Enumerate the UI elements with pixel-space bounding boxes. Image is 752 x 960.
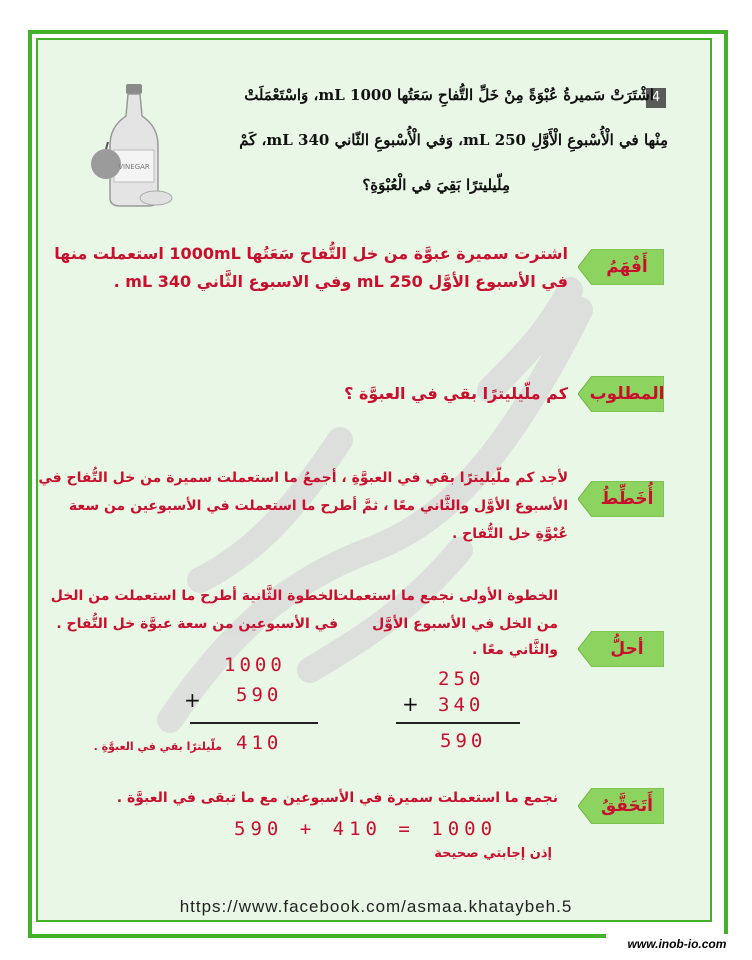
bottle-label: VINEGAR <box>118 163 150 171</box>
add-bottom-number: 340 <box>438 694 485 716</box>
plan-line-3: عُبْوَّةِ خل التُّفاح . <box>451 526 568 542</box>
sub-sign: + <box>184 688 201 712</box>
solve-step1-line-3: والثَّاني معًا . <box>471 642 558 658</box>
question-line-2: مِنْها في الْأُسْبوعِ الْأَوَّلِ 250 mL، وَفي الْأُسْبوعِ الثّاني 340 mL، كَمْ <box>239 131 668 149</box>
question-number: 4 <box>646 88 666 108</box>
plan-line-2: الأسبوع الأوَّل والثَّاني معًا ، ثمَّ أطرح ما استعملت في الأسبوعين من سعة <box>68 498 568 514</box>
verify-text: نجمع ما استعملت سميرة في الأسبوعين مع ما تبقى في العبوَّة . <box>116 790 558 806</box>
add-result: 590 <box>440 730 487 752</box>
question-line-1: اشْتَرَتْ سَميرةُ عُبْوَةً مِنْ خَلِّ التُّفاحِ سَعَتُها 1000 mL، وَاسْتَعْمَلَتْ <box>244 86 654 104</box>
verify-label: أَتَحَقَّقُ <box>600 796 654 816</box>
add-top-number: 250 <box>438 668 485 690</box>
required-text: كم ملّيليترًا بقي في العبوَّة ؟ <box>344 384 568 403</box>
solve-label: أحلُّ <box>610 639 644 659</box>
verify-equation: 590 + 410 = 1000 <box>234 818 498 840</box>
solve-step1-line-2: من الخل في الأسبوع الأوَّل <box>372 616 558 632</box>
add-line <box>396 722 520 724</box>
sub-top-number: 1000 <box>224 654 286 676</box>
sub-result-note: ملّيلترًا بقي في العبوَّةِ . <box>93 740 222 753</box>
sub-line <box>190 722 318 724</box>
required-label: المطلوب <box>589 384 665 404</box>
sub-bottom-number: 590 <box>236 684 283 706</box>
understand-line-2: في الأسبوع الأوَّل 250 mL وفي الاسبوع الثَّاني 340 mL . <box>113 272 568 291</box>
vinegar-bottle-icon <box>84 80 194 210</box>
sub-result: 410 <box>236 732 283 754</box>
plan-label: أُخَطِّطُ <box>600 489 654 509</box>
solve-step1-line-1: الخطوة الأولى نجمع ما استعملت <box>334 588 558 604</box>
add-plus-sign: + <box>402 692 419 716</box>
question-line-3: مِلّيليترًا بَقِيَ في الْعُبْوَةِ؟ <box>362 176 510 194</box>
facebook-url[interactable]: https://www.facebook.com/asmaa.khataybeh.5 <box>179 897 573 916</box>
plan-line-1: لأجد كم ملّيليترًا بقي في العبوَّةِ ، أجمعُ ما استعملت سميرة من خل التُّفاح في <box>38 470 568 486</box>
solve-step2-line-1: الخطوة الثَّانية أطرح ما استعملت من الخل <box>50 588 338 604</box>
verify-conclusion: إذن إجابتي صحيحة <box>434 846 552 861</box>
solve-step2-line-2: في الأسبوعين من سعة عبوَّة خل التُّفاح . <box>56 616 338 632</box>
understand-line-1: اشترت سميرة عبوَّة من خل التُّفاح سَعَتُها 1000mL استعملت منها <box>54 244 568 263</box>
understand-label: أَفْهَمُ <box>606 257 648 277</box>
site-badge[interactable]: www.inob-io.com <box>606 934 748 954</box>
